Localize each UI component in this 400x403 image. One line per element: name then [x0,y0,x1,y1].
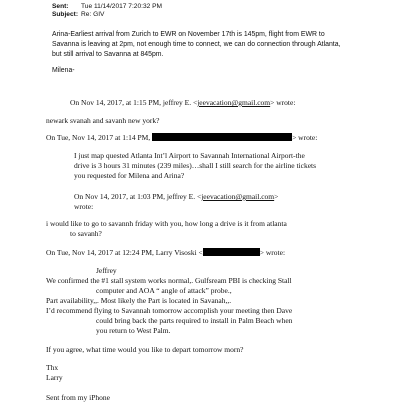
quote-1-header-suffix: > wrote: [270,98,296,107]
subject-value: Re: GIV [81,11,105,18]
quote-4-line-2: computer and AOA “ angle of attack” probe., [96,286,232,295]
quote-2-header-prefix: On Tue, Nov 14, 2017 at 1:14 PM, [46,133,151,142]
quote-2-header-suffix: > wrote: [292,133,318,142]
quote-4-header-prefix: On Tue, Nov 14, 2017 at 12:24 PM, Larry Visoski < [46,248,203,257]
subject-row [52,11,104,19]
quote-4-thanks: Thx [46,363,59,372]
quote-4-line-5: could bring back the parts required to install in Palm Beach when [96,316,293,325]
quote-1-header-prefix: On Nov 14, 2017, at 1:15 PM, jeffrey E. < [70,98,198,107]
milena-signature: Milena- [52,67,75,74]
quote-1-header [70,98,295,108]
quote-3-header-prefix: On Nov 14, 2017, at 1:03 PM, jeffrey E. < [74,192,202,201]
quote-1-body: newark svanah and savanh new york? [46,116,160,125]
quote-4-line-1: We confirmed the #1 stall system works normal,. Gulfsream PBI is checking Stall [46,276,292,285]
sent-value: Tue 11/14/2017 7:20:32 PM [81,3,163,10]
quote-4-line-3: Part availability,,. Most likely the Part is located in Savanah,,. [46,296,232,305]
quote-1-email-link[interactable]: jeevacation@gmail.com [197,98,271,107]
subject-label: Subject: [52,11,79,18]
quote-3-header [74,192,278,202]
quote-2-line-3: you requested for Milena and Arina? [74,171,185,180]
redaction-block [203,248,260,256]
quote-3-header-suffix: > [274,192,279,201]
sent-row [52,3,162,11]
quote-4-header-suffix: > wrote: [259,248,286,257]
redaction-block [152,133,292,141]
quote-4-line-4: I’d recommend flying to Savannah tomorrow accomplish your meeting then Dave [46,306,293,315]
quote-3-header-wrote: wrote: [74,202,94,211]
quote-4-line-6: you return to West Palm. [96,326,171,335]
milena-line-3: but still arrival to Savanna at 845pm. [52,51,164,58]
quote-2-line-2: drive is 3 hours 31 minutes (239 miles)…shall I still search for the airline tickets [74,161,317,170]
milena-line-1: Arina-Earliest arrival from Zurich to EWR on November 17th is 145pm, flight from EWR to [52,31,325,38]
quote-4-signature: Larry [46,373,63,382]
milena-line-2: Savanna is leaving at 2pm, not enough time to connect, we can do connection through Atlanta, [52,41,341,48]
quote-4-greeting: Jeffrey [96,266,117,275]
quote-3-line-2: to savanh? [70,229,102,238]
quote-4-sent-from: Sent from my iPhone [46,393,110,402]
sent-label: Sent: [52,3,69,10]
quote-4-line-7: If you agree, what time would you like to depart tomorrow morn? [46,345,244,354]
quote-3-line-1: i would like to go to savannh friday with you, how long a drive is it from atlanta [46,219,287,228]
quote-3-email-link[interactable]: jeevacation@gmail.com [201,192,275,201]
quote-2-header [46,133,317,143]
quote-4-header [46,248,285,258]
quote-2-line-1: I just map quested Atlanta Int’l Airport to Savannah International Airport-the [74,151,305,160]
